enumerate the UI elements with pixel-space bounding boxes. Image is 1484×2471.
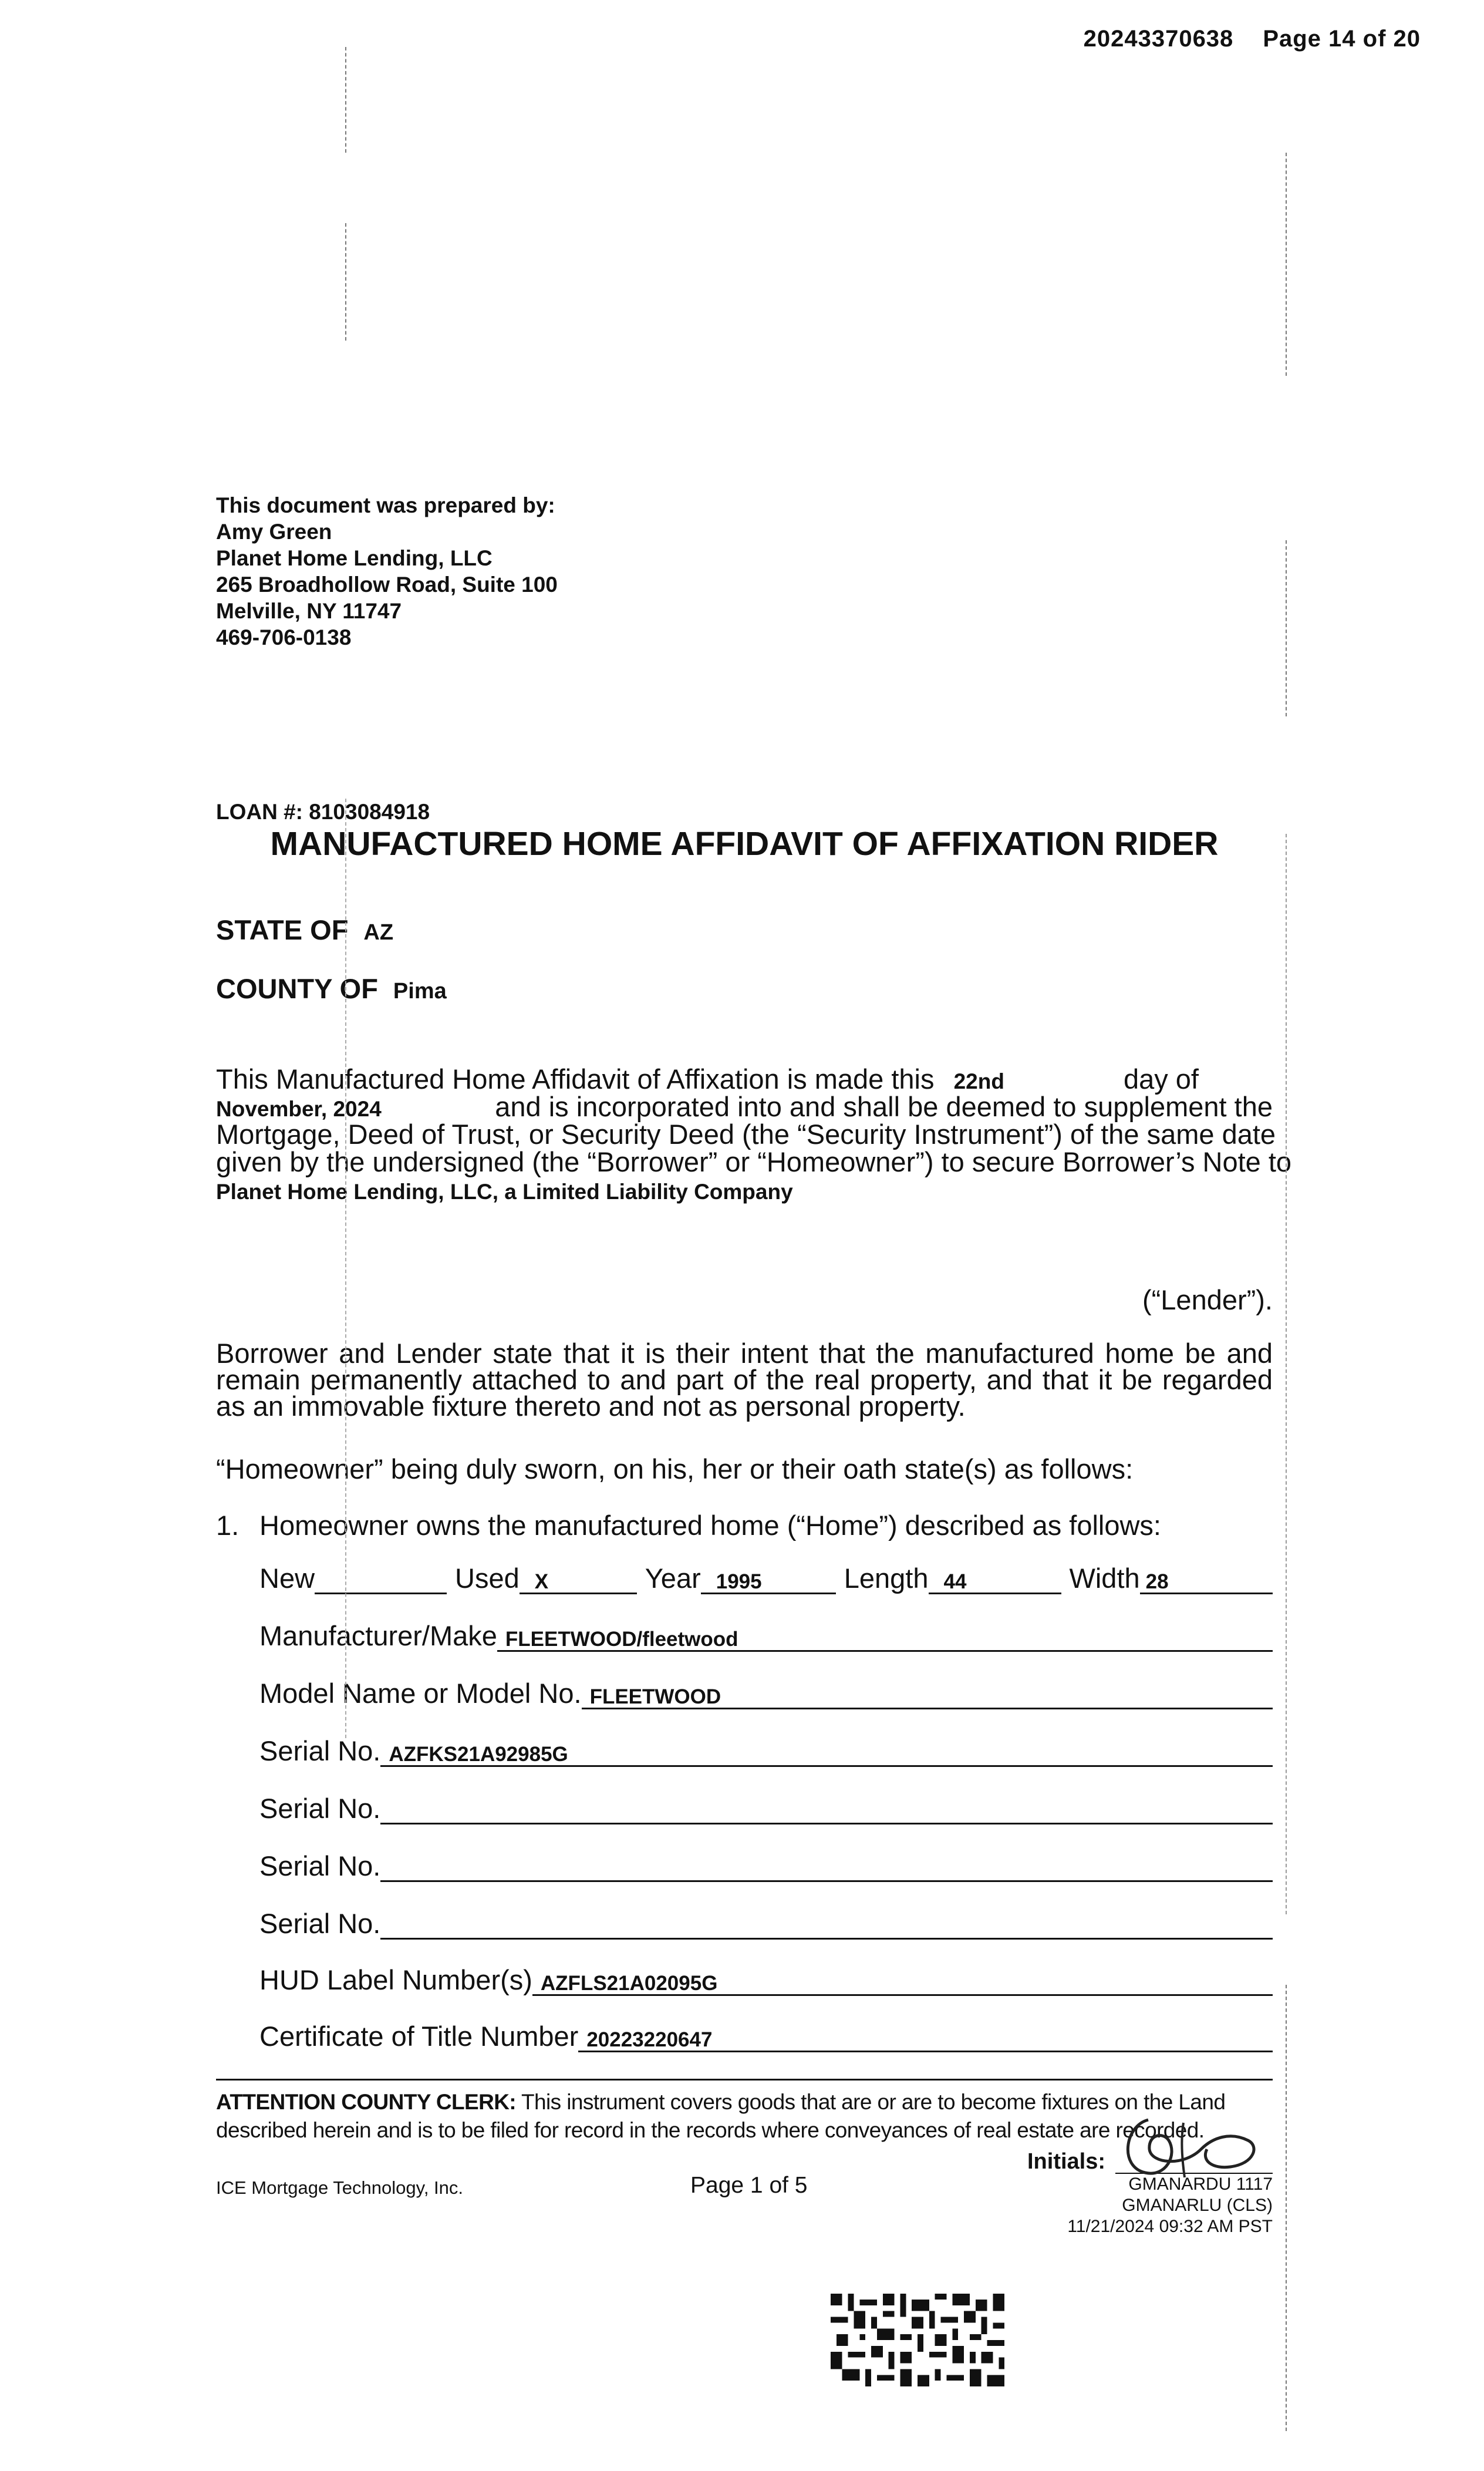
initials-signature (1113, 2108, 1266, 2184)
affidavit-month-year: November, 2024 (216, 1097, 382, 1121)
model-row (259, 1677, 1273, 1709)
day-of-text: day of (1123, 1063, 1199, 1095)
preparer-city: Melville, NY 11747 (216, 599, 402, 623)
barcode-icon (830, 2294, 1005, 2386)
county-label: COUNTY OF (216, 973, 378, 1004)
item-1 (216, 1509, 1161, 1541)
serial-row-3 (259, 1850, 1273, 1882)
initials-label: Initials: (1027, 2149, 1106, 2174)
serial-field-4 (380, 1914, 1273, 1940)
footer-code-2: GMANARLU (CLS) (1122, 2196, 1273, 2215)
footer-page: Page 1 of 5 (690, 2173, 808, 2198)
serial-field-2 (380, 1799, 1273, 1824)
state-value: AZ (363, 920, 394, 945)
attention-text-2: described herein and is to be filed for record in the records where conveyances of real estate are recorded. (216, 2118, 1205, 2142)
state-line (216, 914, 393, 946)
model-label: Model Name or Model No. (259, 1678, 582, 1709)
intent-paragraph: Borrower and Lender state that it is their intent that the manufactured home be and remain permanently attached to and part of the real property, and that it be regarded as an immovable fixture thereto and not as personal property. (216, 1338, 1273, 1422)
year-field (701, 1569, 836, 1594)
intro-line-3: Mortgage, Deed of Trust, or Security Deed (the “Security Instrument”) of the same date (216, 1119, 1276, 1150)
scan-mark (345, 223, 346, 341)
serial-label: Serial No. (259, 1793, 381, 1824)
make-row (259, 1620, 1273, 1652)
title-number-row (259, 2020, 1273, 2052)
preparer-street: 265 Broadhollow Road, Suite 100 (216, 573, 558, 597)
year-value: 1995 (716, 1570, 762, 1593)
width-field (1140, 1569, 1273, 1594)
lender-close: (“Lender”). (1142, 1284, 1273, 1315)
serial-label: Serial No. (259, 1908, 381, 1939)
length-field (929, 1569, 1061, 1594)
scan-mark (345, 47, 346, 153)
width-value: 28 (1145, 1570, 1169, 1593)
new-label: New (259, 1563, 315, 1594)
length-value: 44 (943, 1570, 967, 1593)
preparer-company: Planet Home Lending, LLC (216, 546, 493, 570)
intro-line-4: given by the undersigned (the “Borrower” or “Homeowner”) to secure Borrower’s Note to (216, 1146, 1292, 1177)
used-value: X (534, 1570, 549, 1593)
footer-codes (1067, 2174, 1273, 2237)
footer-timestamp: 11/21/2024 09:32 AM PST (1067, 2217, 1273, 2236)
loan-number: LOAN #: 8103084918 (216, 800, 430, 824)
intro-continuation: and is incorporated into and shall be deemed to supplement the (495, 1091, 1273, 1122)
recording-number: 20243370638 (1083, 26, 1234, 52)
make-value: FLEETWOOD/fleetwood (505, 1628, 738, 1651)
hud-field (532, 1971, 1273, 1996)
title-number-field (578, 2027, 1273, 2052)
serial-row-1 (259, 1735, 1273, 1767)
scan-mark (345, 799, 346, 1738)
preparer-phone: 469-706-0138 (216, 625, 352, 649)
affidavit-day: 22nd (953, 1069, 1004, 1093)
title-number-value: 20223220647 (586, 2028, 713, 2051)
make-field (497, 1627, 1273, 1652)
prepared-by-heading: This document was prepared by: (216, 493, 555, 517)
item-1-number: 1. (216, 1510, 240, 1541)
document-title: MANUFACTURED HOME AFFIDAVIT OF AFFIXATION RIDER (270, 825, 1219, 863)
new-field (315, 1569, 447, 1594)
scan-mark (1286, 153, 1287, 376)
oath-line: “Homeowner” being duly sworn, on his, her or their oath state(s) as follows: (216, 1453, 1134, 1484)
serial-label: Serial No. (259, 1850, 381, 1881)
intro-start: This Manufactured Home Affidavit of Affixation is made this (216, 1063, 935, 1095)
attention-text-1: This instrument covers goods that are or are to become fixtures on the Land (521, 2090, 1226, 2114)
model-value: FLEETWOOD (589, 1685, 721, 1708)
serial-row-2 (259, 1792, 1273, 1824)
serial-value-1: AZFKS21A92985G (389, 1743, 568, 1766)
scan-mark (1286, 540, 1287, 716)
hud-row (259, 1964, 1273, 1996)
model-field (582, 1684, 1273, 1709)
intro-paragraph (216, 1063, 1292, 1204)
hud-value: AZFLS21A02095G (540, 1972, 718, 1995)
hud-label: HUD Label Number(s) (259, 1964, 532, 1995)
scan-mark (1286, 834, 1287, 1914)
used-label: Used (455, 1563, 520, 1594)
title-number-label: Certificate of Title Number (259, 2021, 579, 2052)
footer-vendor: ICE Mortgage Technology, Inc. (216, 2177, 464, 2198)
serial-field-1 (380, 1742, 1273, 1767)
separator-line (216, 2079, 1273, 2081)
home-basic-row (259, 1562, 1273, 1594)
recording-page: Page 14 of 20 (1263, 26, 1421, 52)
prepared-by-block (216, 492, 558, 651)
preparer-name: Amy Green (216, 520, 332, 544)
county-value: Pima (393, 979, 447, 1004)
used-field (520, 1569, 637, 1594)
make-label: Manufacturer/Make (259, 1620, 497, 1651)
year-label: Year (645, 1563, 701, 1594)
state-label: STATE OF (216, 914, 349, 945)
lender-name: Planet Home Lending, LLC, a Limited Liability Company (216, 1180, 793, 1204)
serial-label: Serial No. (259, 1735, 381, 1766)
length-label: Length (844, 1563, 929, 1594)
serial-field-3 (380, 1857, 1273, 1882)
recording-header (1084, 26, 1421, 52)
attention-label: ATTENTION COUNTY CLERK: (216, 2090, 517, 2114)
county-line (216, 972, 447, 1005)
serial-row-4 (259, 1907, 1273, 1940)
item-1-text: Homeowner owns the manufactured home (“Home”) described as follows: (259, 1510, 1161, 1541)
width-label: Width (1069, 1563, 1140, 1594)
footer-code-1: GMANARDU 1117 (1128, 2174, 1273, 2194)
scan-mark (1286, 1985, 1287, 2431)
